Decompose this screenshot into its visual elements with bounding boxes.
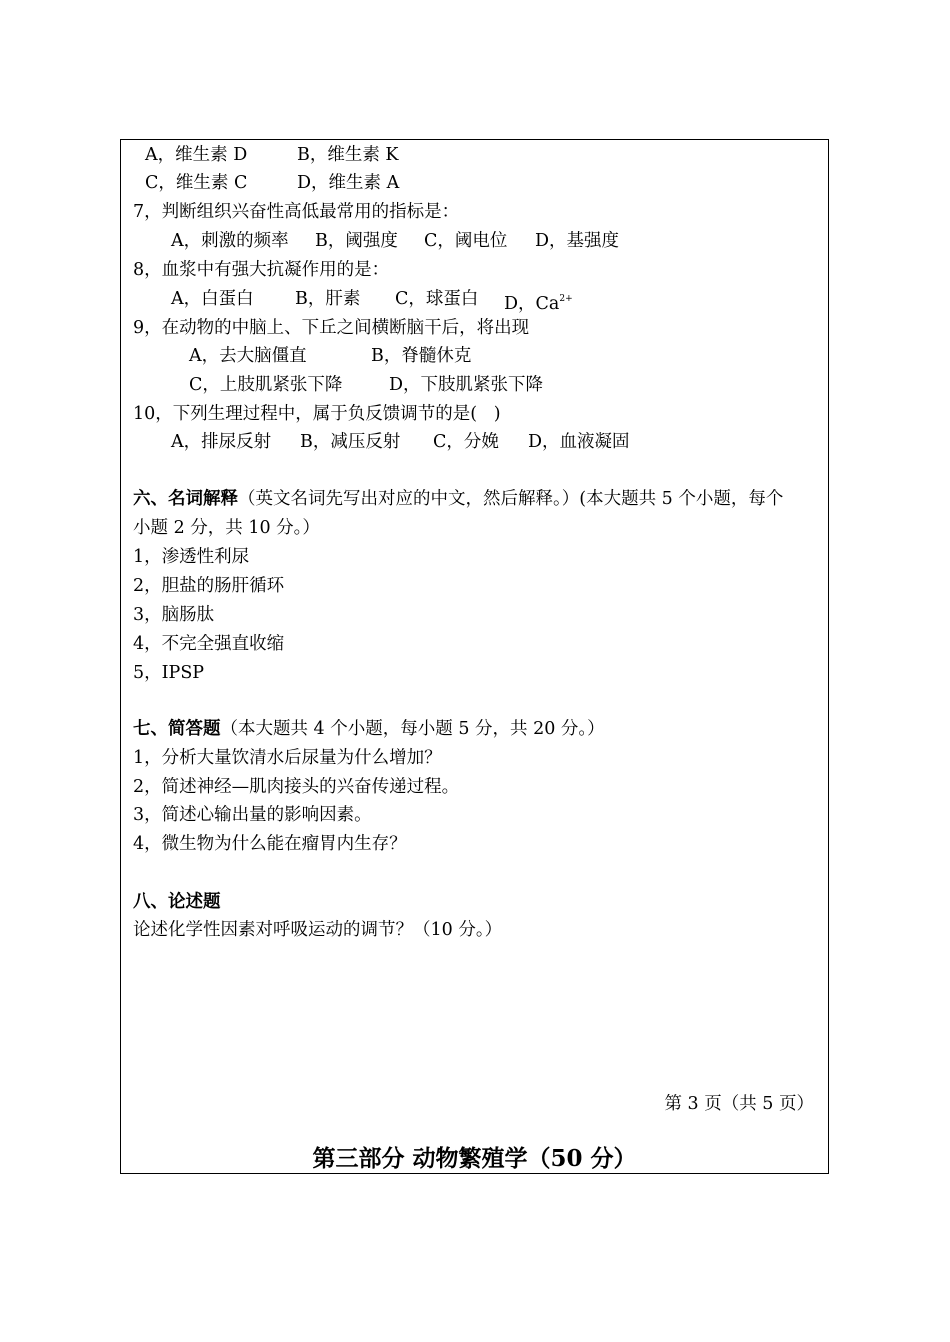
section6-item-2: 2，胆盐的肠肝循环 bbox=[133, 576, 285, 596]
exam-frame bbox=[120, 139, 829, 1174]
q7-stem: 7，判断组织兴奋性高低最常用的指标是： bbox=[133, 202, 460, 222]
section7-item-3: 3，简述心输出量的影响因素。 bbox=[133, 805, 372, 825]
section7-item-1: 1，分析大量饮清水后尿量为什么增加？ bbox=[133, 748, 442, 768]
section6-item-5: 5，IPSP bbox=[133, 663, 205, 683]
q9-option-d: D，下肢肌紧张下降 bbox=[389, 375, 544, 395]
page-number: 第 3 页（共 5 页） bbox=[664, 1094, 814, 1114]
section7-header bbox=[133, 715, 605, 743]
q6-option-c: C，维生素 C bbox=[145, 173, 248, 193]
q7-option-c: C，阈电位 bbox=[424, 231, 508, 251]
q6-option-a: A，维生素 D bbox=[145, 145, 248, 165]
section7-desc: （本大题共 4 个小题，每小题 5 分，共 20 分。） bbox=[220, 719, 605, 739]
q10-option-c: C，分娩 bbox=[433, 432, 499, 452]
q8-option-c: C，球蛋白 bbox=[395, 289, 479, 309]
section6-header bbox=[133, 485, 783, 513]
q9-option-a: A，去大脑僵直 bbox=[189, 346, 307, 366]
section6-desc-line2: 小题 2 分，共 10 分。） bbox=[133, 518, 320, 538]
section6-desc-line1: （英文名词先写出对应的中文，然后解释。）(本大题共 5 个小题，每个 bbox=[238, 489, 784, 509]
part-title: 第三部分 动物繁殖学（50 分） bbox=[312, 1145, 637, 1172]
q8-option-d-superscript: 2+ bbox=[559, 294, 573, 304]
section8-title: 八、论述题 bbox=[133, 892, 221, 912]
q6-option-b: B，维生素 K bbox=[297, 145, 399, 165]
q8-stem: 8，血浆中有强大抗凝作用的是： bbox=[133, 260, 390, 280]
section7-item-4: 4，微生物为什么能在瘤胃内生存？ bbox=[133, 834, 407, 854]
q8-option-a: A，白蛋白 bbox=[171, 289, 254, 309]
q10-option-d: D，血液凝固 bbox=[528, 432, 630, 452]
section6-item-3: 3，脑肠肽 bbox=[133, 605, 215, 625]
q9-stem: 9，在动物的中脑上、下丘之间横断脑干后，将出现 bbox=[133, 318, 530, 338]
section8-question: 论述化学性因素对呼吸运动的调节？（10 分。） bbox=[133, 920, 503, 940]
q10-option-b: B，减压反射 bbox=[300, 432, 401, 452]
section7-title: 七、简答题 bbox=[133, 719, 221, 739]
section6-item-1: 1，渗透性利尿 bbox=[133, 547, 250, 567]
q7-option-d: D，基强度 bbox=[535, 231, 620, 251]
q7-option-a: A，刺激的频率 bbox=[171, 231, 289, 251]
q7-option-b: B，阈强度 bbox=[315, 231, 398, 251]
q10-stem: 10，下列生理过程中，属于负反馈调节的是( ) bbox=[133, 404, 501, 424]
q8-option-d-text: D，Ca bbox=[504, 294, 560, 314]
q6-option-d: D，维生素 A bbox=[297, 173, 400, 193]
section6-item-4: 4，不完全强直收缩 bbox=[133, 634, 285, 654]
section6-title: 六、名词解释 bbox=[133, 489, 238, 509]
q10-option-a: A，排尿反射 bbox=[171, 432, 272, 452]
q9-option-b: B，脊髓休克 bbox=[371, 346, 472, 366]
section7-item-2: 2，简述神经—肌肉接头的兴奋传递过程。 bbox=[133, 777, 460, 797]
q8-option-b: B，肝素 bbox=[295, 289, 361, 309]
q9-option-c: C，上肢肌紧张下降 bbox=[189, 375, 343, 395]
